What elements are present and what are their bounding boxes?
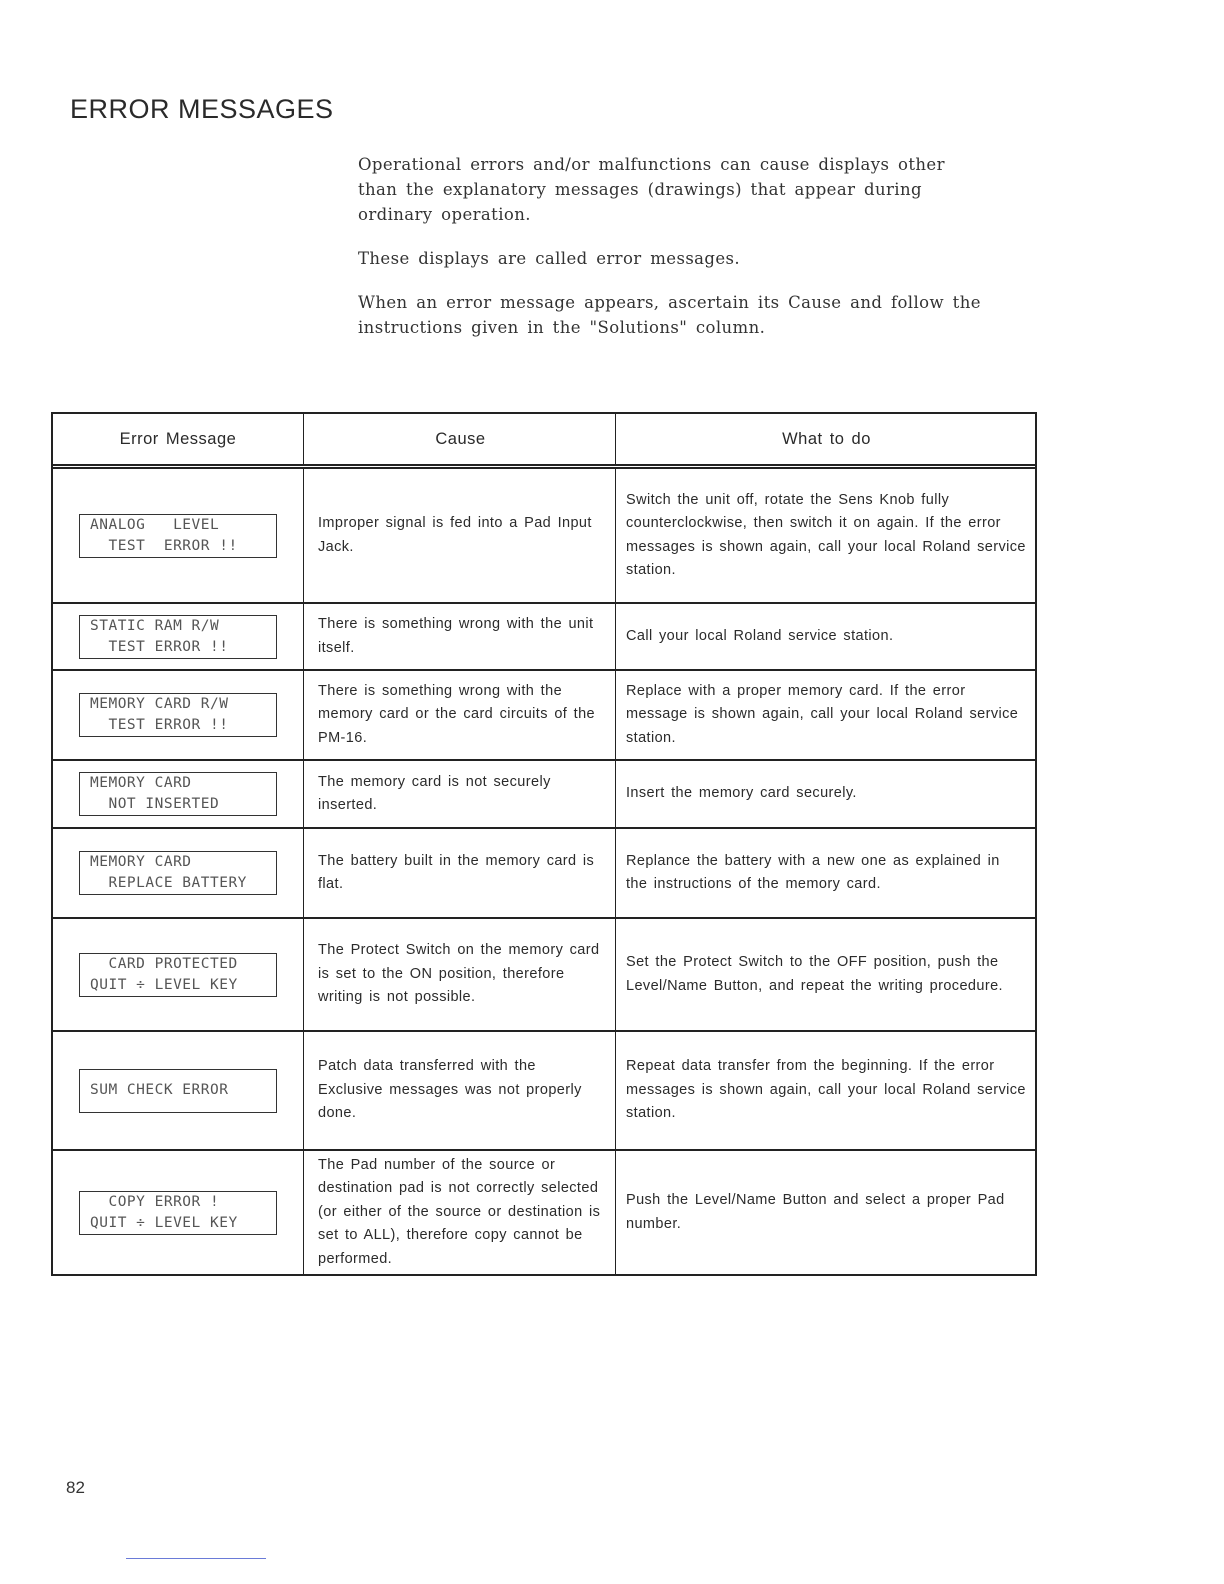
lcd-line-2: QUIT ÷ LEVEL KEY <box>90 1214 238 1231</box>
table-row <box>53 469 1035 604</box>
solution-text: Replance the battery with a new one as explained in the instructions of the memory card. <box>626 852 1000 892</box>
header-what-to-do: What to do <box>782 429 871 448</box>
cause-text: There is something wrong with the unit itself. <box>318 616 594 656</box>
solution-text: Repeat data transfer from the beginning. If the error messages is shown again, call your local Roland service station. <box>626 1058 1026 1122</box>
lcd-line-1: MEMORY CARD <box>90 854 192 870</box>
intro-paragraph: These displays are called error messages. <box>358 249 741 268</box>
intro-paragraph: When an error message appears, ascertain its Cause and follow the instructions given in the "Solutions" column. <box>358 293 981 337</box>
solution-text: Switch the unit off, rotate the Sens Knob fully counterclockwise, then switch it on again. If the error messages is shown again, call your local Roland service station. <box>626 491 1026 578</box>
lcd-display <box>79 1069 277 1113</box>
lcd-display <box>79 953 277 997</box>
lcd-line-2: TEST ERROR !! <box>90 638 229 655</box>
solution-text: Call your local Roland service station. <box>626 627 894 644</box>
solution-text: Replace with a proper memory card. If the error message is shown again, call your local Roland service station. <box>626 682 1019 746</box>
lcd-display <box>79 1191 277 1235</box>
header-error-message: Error Message <box>53 414 304 464</box>
lcd-display <box>79 851 277 895</box>
table-row <box>53 761 1035 829</box>
lcd-line-1: MEMORY CARD R/W <box>90 696 229 712</box>
error-table <box>51 412 1037 1276</box>
intro-text <box>358 152 988 359</box>
lcd-line-1: MEMORY CARD <box>90 775 192 791</box>
cause-text: The memory card is not securely inserted. <box>318 773 551 813</box>
lcd-line-1: ANALOG LEVEL <box>90 516 220 533</box>
table-row <box>53 671 1035 761</box>
lcd-line-1: CARD PROTECTED <box>90 955 238 972</box>
cause-text: The battery built in the memory card is flat. <box>318 852 595 892</box>
solution-text: Set the Protect Switch to the OFF position, push the Level/Name Button, and repeat the writing procedure. <box>626 954 1003 994</box>
lcd-display <box>79 514 277 558</box>
header-cause: Cause <box>304 414 616 464</box>
lcd-line-2: QUIT ÷ LEVEL KEY <box>90 976 238 993</box>
page-number: 82 <box>66 1478 85 1497</box>
solution-text: Insert the memory card securely. <box>626 785 857 802</box>
lcd-line-1: COPY ERROR ! <box>90 1193 220 1210</box>
lcd-line-1: SUM CHECK ERROR <box>90 1082 229 1098</box>
cause-text: There is something wrong with the memory card or the card circuits of the PM-16. <box>318 682 595 746</box>
table-row <box>53 829 1035 919</box>
table-row <box>53 604 1035 671</box>
solution-text: Push the Level/Name Button and select a proper Pad number. <box>626 1192 1005 1232</box>
table-row <box>53 1032 1035 1151</box>
table-row <box>53 1151 1035 1276</box>
lcd-line-2: REPLACE BATTERY <box>90 875 247 891</box>
table-header <box>53 414 1035 469</box>
lcd-display <box>79 615 277 659</box>
lcd-line-1: STATIC RAM R/W <box>90 617 220 634</box>
footer-rule <box>126 1558 266 1559</box>
table-row <box>53 919 1035 1032</box>
cause-text: Patch data transferred with the Exclusive messages was not properly done. <box>318 1058 582 1122</box>
cause-text: The Pad number of the source or destination pad is not correctly selected (or either of the source or destination is set to ALL), therefore copy cannot be performed. <box>318 1156 601 1267</box>
cause-text: Improper signal is fed into a Pad Input Jack. <box>318 515 592 555</box>
cause-text: The Protect Switch on the memory card is set to the ON position, therefore writing is not possible. <box>318 942 600 1006</box>
lcd-display <box>79 772 277 816</box>
lcd-line-2: TEST ERROR !! <box>90 717 229 733</box>
lcd-line-2: NOT INSERTED <box>90 796 220 812</box>
lcd-display <box>79 693 277 737</box>
lcd-line-2: TEST ERROR !! <box>90 537 238 554</box>
page-title: ERROR MESSAGES <box>70 94 334 124</box>
intro-paragraph: Operational errors and/or malfunctions can cause displays other than the explanatory messages (drawings) that appear during ordinary operation. <box>358 155 945 224</box>
